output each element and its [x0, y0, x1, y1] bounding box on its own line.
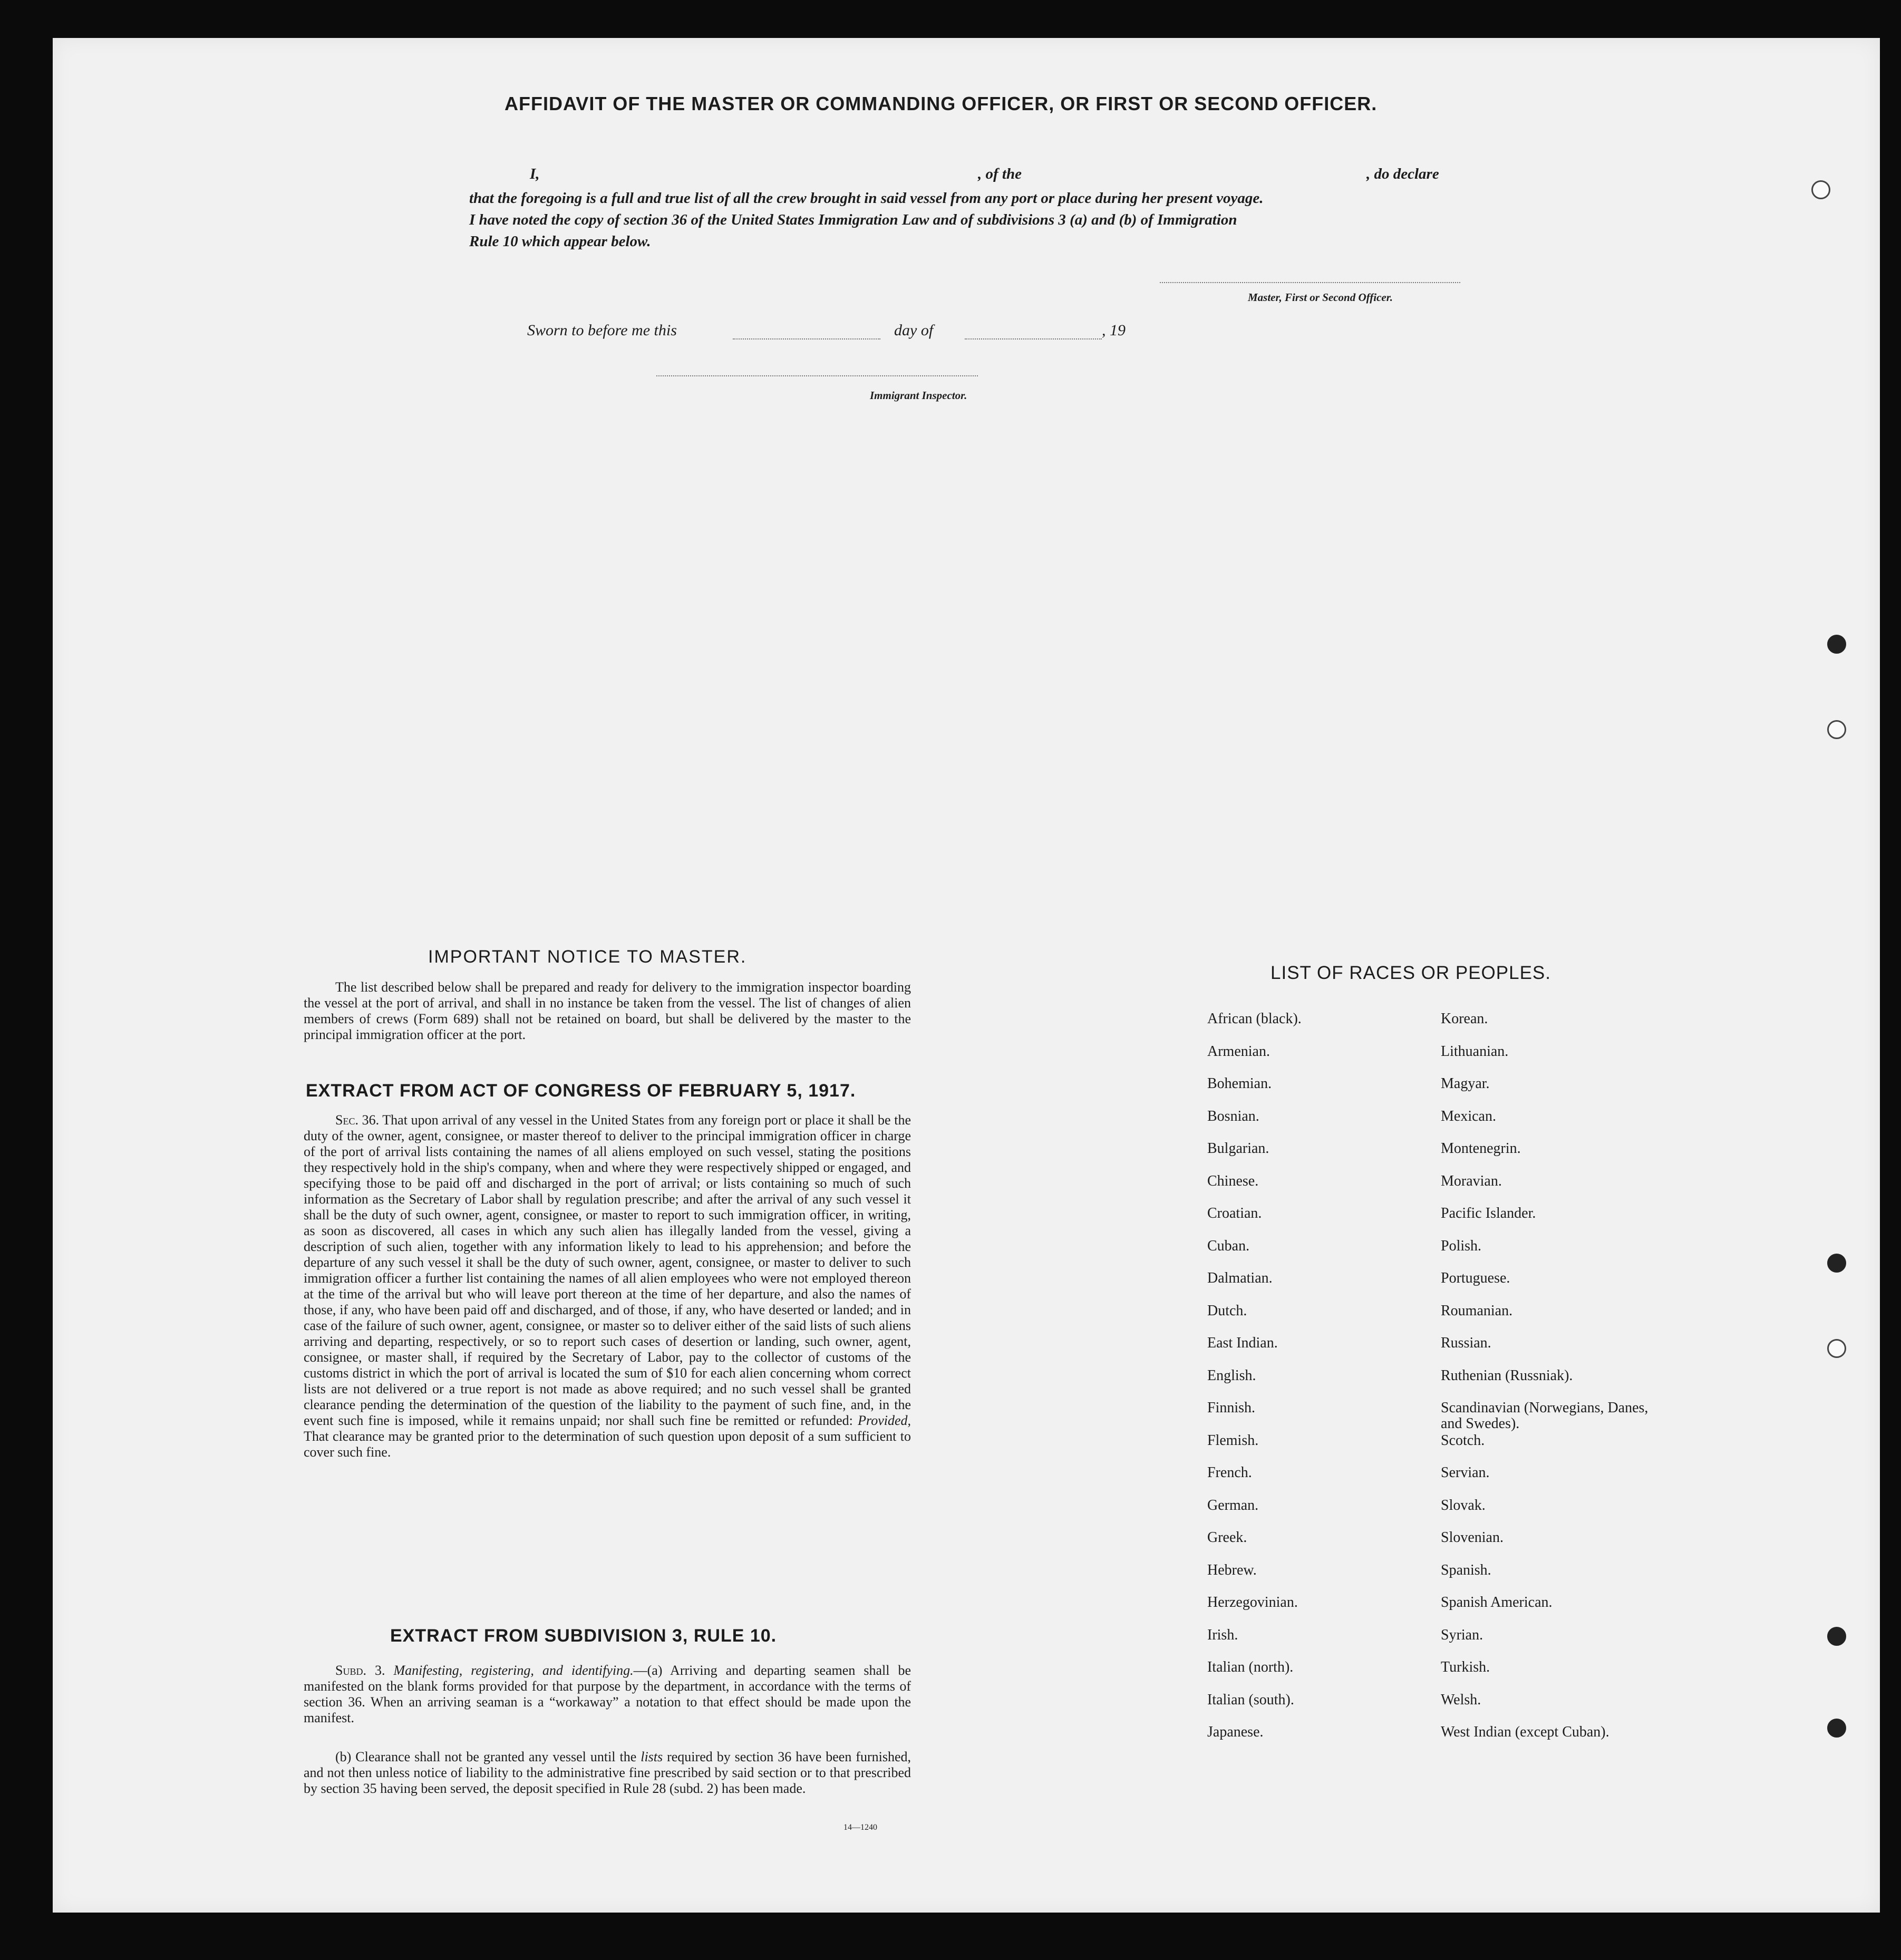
- punch-hole: [1811, 180, 1830, 199]
- race-item: Korean.: [1441, 1011, 1488, 1027]
- race-item: Portuguese.: [1441, 1270, 1510, 1286]
- sworn-day-line: [733, 338, 880, 339]
- race-item: Russian.: [1441, 1335, 1491, 1351]
- race-item: Scandinavian (Norwegians, Danes, and Swedes).: [1441, 1400, 1648, 1432]
- form-number: 14—1240: [843, 1823, 877, 1832]
- race-item: African (black).: [1207, 1011, 1302, 1027]
- race-item: Bulgarian.: [1207, 1140, 1269, 1157]
- rule-para-a: [304, 1663, 911, 1726]
- race-item: Roumanian.: [1441, 1302, 1513, 1319]
- race-item: French.: [1207, 1464, 1252, 1481]
- race-item: Mexican.: [1441, 1108, 1496, 1124]
- race-item: Greek.: [1207, 1529, 1247, 1546]
- race-item: Servian.: [1441, 1464, 1490, 1481]
- races-title: LIST OF RACES OR PEOPLES.: [1270, 963, 1551, 983]
- rule-title: EXTRACT FROM SUBDIVISION 3, RULE 10.: [390, 1626, 777, 1646]
- race-item: Hebrew.: [1207, 1561, 1257, 1578]
- races-right-column: [1441, 1011, 1662, 1757]
- rule-para-b-lists: lists: [641, 1749, 663, 1764]
- race-item: Syrian.: [1441, 1626, 1483, 1643]
- rule-para-b-end: required by section 36 have been furnished, and not then unless notice of liability to the administrative fine prescribed by said section or to that prescribed by section 35 having been served, the deposit specified in Rule 28 (subd. 2) has been made.: [304, 1749, 911, 1796]
- sworn-month-line: [965, 338, 1102, 339]
- declaration-i: I,: [530, 166, 540, 182]
- race-item: Welsh.: [1441, 1691, 1481, 1708]
- inspector-label: Immigrant Inspector.: [870, 389, 967, 402]
- race-item: Spanish American.: [1441, 1594, 1553, 1610]
- sworn-label: Sworn to before me this: [527, 322, 677, 339]
- punch-hole: [1827, 635, 1846, 654]
- race-item: Herzegovinian.: [1207, 1594, 1298, 1610]
- punch-hole: [1827, 1254, 1846, 1273]
- race-item: Turkish.: [1441, 1659, 1490, 1675]
- declaration-do-declare: , do declare: [1366, 166, 1439, 182]
- race-item: Lithuanian.: [1441, 1043, 1509, 1060]
- rule-para-a-text: —(a) Arriving and departing seamen shall be manifested on the blank forms provided for that purpose by the department, in accordance with the terms of section 36. When an arriving seaman is a “workaway” a notation to that effect should be made upon the manifest.: [304, 1663, 911, 1725]
- notice-text: The list described below shall be prepared and ready for delivery to the immigration inspector boarding the vessel at the port of arrival, and shall in no instance be taken from the vessel. The list of changes of alien members of crews (Form 689) shall not be retained on board, but shall be delivered by the master to the principal immigration officer at the port.: [304, 979, 911, 1042]
- act-body: That upon arrival of any vessel in the United States from any foreign port or place it shall be the duty of the owner, agent, consignee, or master thereof to deliver to the principal immigration officer in charge of the port of arrival lists containing the names of all aliens employed on such vessel, stating the positions they respectively hold in the ship's company, when and where they were respectively shipped or engaged, and specifying those to be paid off and discharged in the port of arrival; or lists containing so much of such information as the Secretary of Labor shall by regulation prescribe; and after the arrival of any such vessel it shall be the duty of such owner, agent, consignee, or master to report to such immigration officer, in writing, as soon as discovered, all cases in which any such alien has illegally landed from the vessel, giving a description of such alien, together with any information likely to lead to his apprehension; and before the departure of any such vessel it shall be the duty of such owner, agent, consignee, or master to deliver to such immigration officer a further list containing the names of all alien employees who were not employed thereon at the time of the arrival but who will leave port thereon at the time of her departure, and also the names of those, if any, who have been paid off and discharged, and of those, if any, who have deserted or landed; and in case of the failure of such owner, agent, consignee, or master so to deliver either of the said lists of such aliens arriving and departing, respectively, or so to report such cases of desertion or landing, such owner, agent, consignee, or master shall, if required by the Secretary of Labor, pay to the collector of customs of the customs district in which the port of arrival is located the sum of $10 for each alien concerning whom correct lists are not delivered or a true report is not made as above required; and no such vessel shall be granted clearance pending the determination of the question of the liability to the payment of such fine, and, in the event such fine is imposed, while it remains unpaid; nor shall such fine be remitted or refunded:: [304, 1112, 911, 1428]
- race-item: Scotch.: [1441, 1432, 1485, 1449]
- race-item: Bosnian.: [1207, 1108, 1259, 1124]
- punch-hole: [1827, 720, 1846, 739]
- punch-hole: [1827, 1627, 1846, 1646]
- punch-hole: [1827, 1339, 1846, 1358]
- race-item: Chinese.: [1207, 1172, 1259, 1189]
- race-item: East Indian.: [1207, 1335, 1278, 1351]
- declaration-of-the: , of the: [978, 166, 1022, 182]
- race-item: Croatian.: [1207, 1205, 1262, 1221]
- race-item: Armenian.: [1207, 1043, 1270, 1060]
- race-item: Slovenian.: [1441, 1529, 1504, 1546]
- declaration-line-2: I have noted the copy of section 36 of the United States Immigration Law and of subdivisions 3 (a) and (b) of Immigration: [469, 211, 1237, 228]
- signature-label: Master, First or Second Officer.: [1248, 291, 1393, 304]
- race-item: Polish.: [1441, 1237, 1482, 1254]
- rule-para-b-start: (b) Clearance shall not be granted any vessel until the: [335, 1749, 637, 1764]
- race-item: English.: [1207, 1367, 1256, 1384]
- race-item: Dutch.: [1207, 1302, 1247, 1319]
- year-label: , 19: [1102, 322, 1126, 339]
- race-item: Irish.: [1207, 1626, 1238, 1643]
- affidavit-title: AFFIDAVIT OF THE MASTER OR COMMANDING OFFICER, OR FIRST OR SECOND OFFICER.: [505, 93, 1378, 114]
- race-item: Bohemian.: [1207, 1075, 1272, 1092]
- race-item: Italian (north).: [1207, 1659, 1294, 1675]
- races-left-column: [1207, 1011, 1429, 1757]
- rule-subd-heading: Manifesting, registering, and identifying.: [393, 1663, 634, 1678]
- act-body-end: That clearance may be granted prior to the determination of such question upon deposit of a sum sufficient to cover such fine.: [304, 1429, 911, 1460]
- punch-hole: [1827, 1719, 1846, 1738]
- race-item: Slovak.: [1441, 1497, 1486, 1513]
- notice-title: IMPORTANT NOTICE TO MASTER.: [428, 947, 747, 967]
- rule-subd-label: Subd. 3.: [335, 1663, 385, 1678]
- race-item: West Indian (except Cuban).: [1441, 1724, 1609, 1740]
- race-item: Magyar.: [1441, 1075, 1490, 1092]
- race-item: Pacific Islander.: [1441, 1205, 1536, 1221]
- race-item: Italian (south).: [1207, 1691, 1294, 1708]
- race-item: Dalmatian.: [1207, 1270, 1273, 1286]
- race-item: Moravian.: [1441, 1172, 1502, 1189]
- act-text: [304, 1112, 911, 1460]
- race-item: German.: [1207, 1497, 1259, 1513]
- race-item: Ruthenian (Russniak).: [1441, 1367, 1573, 1384]
- inspector-line: [656, 375, 978, 376]
- race-item: Finnish.: [1207, 1400, 1256, 1416]
- day-of-label: day of: [894, 322, 934, 339]
- declaration-line-1: that the foregoing is a full and true list of all the crew brought in said vessel from any port or place during her present voyage.: [469, 190, 1264, 207]
- act-section-label: Sec. 36.: [335, 1112, 380, 1128]
- rule-para-b: [304, 1749, 911, 1797]
- act-title: EXTRACT FROM ACT OF CONGRESS OF FEBRUARY 5, 1917.: [306, 1081, 856, 1101]
- race-item: Montenegrin.: [1441, 1140, 1521, 1157]
- race-item: Flemish.: [1207, 1432, 1259, 1449]
- act-provided: Provided,: [858, 1413, 911, 1428]
- race-item: Cuban.: [1207, 1237, 1250, 1254]
- race-item: Japanese.: [1207, 1724, 1264, 1740]
- race-item: Spanish.: [1441, 1561, 1491, 1578]
- declaration-line-3: Rule 10 which appear below.: [469, 233, 651, 250]
- signature-line: [1160, 282, 1460, 283]
